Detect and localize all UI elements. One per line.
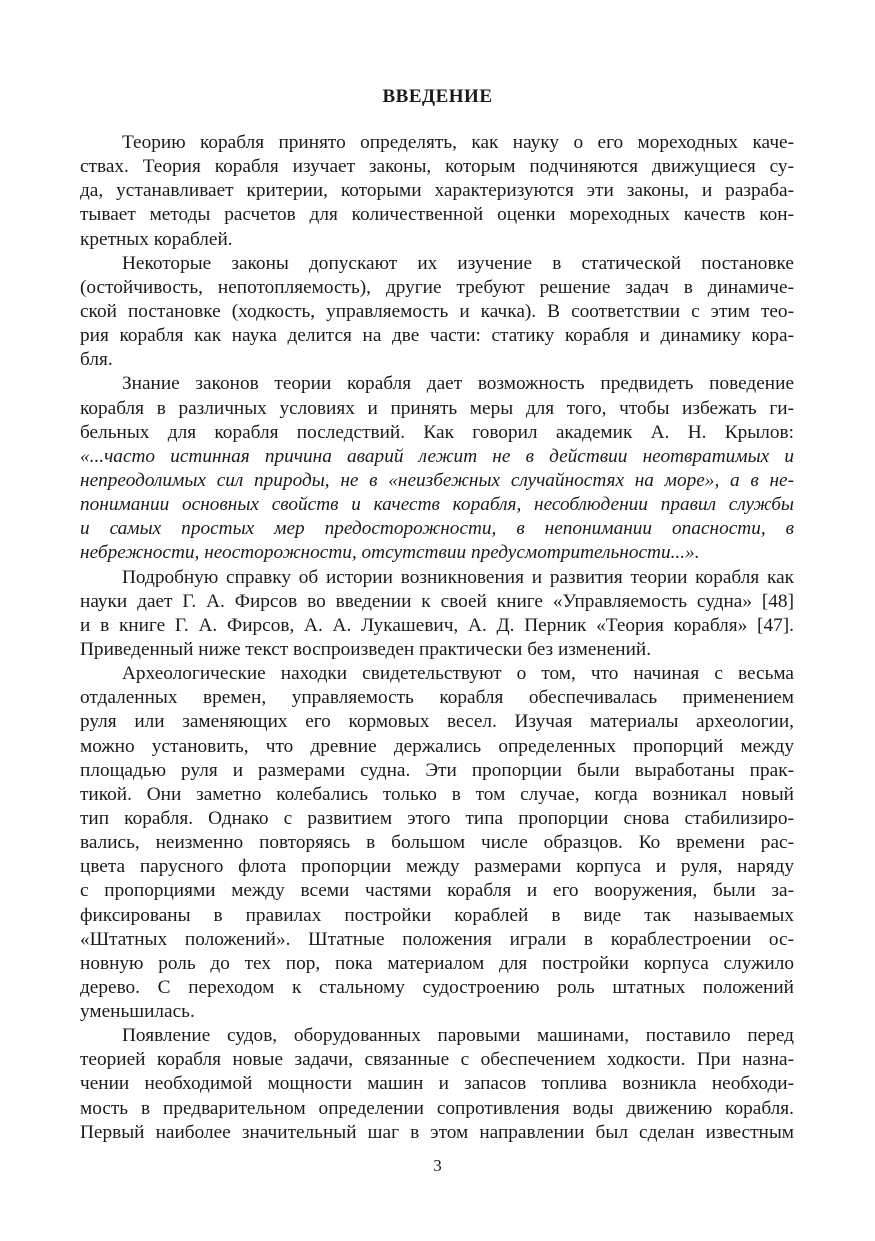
text-line: чении необходимой мощности машин и запасов топлива возникла необходи-	[80, 1073, 794, 1095]
text-line: Некоторые законы допускают их изучение в статической постановке	[122, 252, 794, 274]
text-line: науки дает Г. А. Фирсов во введении к своей книге «Управляемость судна» [48]	[80, 590, 794, 612]
text-line: тывает методы расчетов для количественной оценки мореходных качеств кон-	[80, 204, 794, 226]
text-line: уменьшилась.	[80, 1001, 195, 1023]
text-line: можно установить, что древние держались определенных пропорций между	[80, 735, 794, 757]
page-number: 3	[433, 1156, 442, 1175]
text-line: Знание законов теории корабля дает возможность предвидеть поведение	[122, 373, 794, 395]
text-line: теорией корабля новые задачи, связанные с обеспечением ходкости. При назна-	[80, 1049, 794, 1071]
text-line: ствах. Теория корабля изучает законы, которым подчиняются движущиеся су-	[80, 156, 794, 178]
text-line: Подробную справку об истории возникновения и развития теории корабля как	[122, 566, 794, 588]
text-line: рия корабля как наука делится на две части: статику корабля и динамику кора-	[80, 325, 794, 347]
text-line: кретных кораблей.	[80, 228, 233, 250]
text-line: мость в предварительном определении сопротивления воды движению корабля.	[80, 1097, 794, 1119]
text-line: Приведенный ниже текст воспроизведен практически без изменений.	[80, 638, 652, 660]
text-line: тип корабля. Однако с развитием этого типа пропорции снова стабилизиро-	[80, 807, 794, 829]
text-line: Теорию корабля принято определять, как науку о его мореходных каче-	[122, 132, 794, 153]
text-line: вались, неизменно повторяясь в большом числе образцов. Ко времени рас-	[80, 832, 794, 854]
text-line: да, устанавливает критерии, которыми характеризуются эти законы, и разраба-	[80, 180, 794, 202]
text-line: новную роль до тех пор, пока материалом для постройки корпуса служило	[80, 952, 794, 974]
text-line: ской постановке (ходкость, управляемость и качка). В соответствии с этим тео-	[80, 300, 794, 322]
text-line: корабля в различных условиях и принять меры для того, чтобы избежать ги-	[80, 397, 794, 419]
text-line: (остойчивость, непотопляемость), другие требуют решение задач в динамиче-	[80, 276, 794, 298]
quote-line: непреодолимых сил природы, не в «неизбежных случайностях на море», а в не-	[80, 469, 794, 491]
page-title: ВВЕДЕНИЕ	[382, 86, 493, 107]
text-line: Появление судов, оборудованных паровыми машинами, поставило перед	[122, 1025, 794, 1047]
text-line: с пропорциями между всеми частями корабля и его вооружения, были за-	[80, 880, 794, 902]
body-text	[80, 131, 794, 1145]
quote-line: небрежности, неосторожности, отсутствии предусмотрительности...».	[80, 542, 700, 564]
text-line: Археологические находки свидетельствуют о том, что начиная с весьма	[122, 663, 794, 685]
text-line: отдаленных времен, управляемость корабля обеспечивалась применением	[80, 687, 794, 709]
text-line: руля или заменяющих его кормовых весел. Изучая материалы археологии,	[80, 711, 794, 733]
text-line: Первый наиболее значительный шаг в этом направлении был сделан известным	[80, 1121, 794, 1143]
quote-line: и самых простых мер предосторожности, в непонимании опасности, в	[80, 518, 794, 540]
text-line: бля.	[80, 349, 113, 371]
text-line: фиксированы в правилах постройки кораблей в виде так называемых	[80, 904, 794, 926]
quote-line: «...часто истинная причина аварий лежит не в действии неотвратимых и	[80, 445, 794, 467]
text-line: бельных для корабля последствий. Как говорил академик А. Н. Крылов:	[80, 421, 794, 443]
text-line: дерево. С переходом к стальному судостроению роль штатных положений	[80, 976, 794, 998]
text-line: «Штатных положений». Штатные положения играли в кораблестроении ос-	[80, 928, 794, 950]
text-line: тикой. Они заметно колебались только в том случае, когда возникал новый	[80, 783, 794, 805]
text-line: площадью руля и размерами судна. Эти пропорции были выработаны прак-	[80, 759, 794, 781]
text-line: цвета парусного флота пропорции между размерами корпуса и руля, наряду	[80, 856, 794, 878]
text-line: и в книге Г. А. Фирсов, А. А. Лукашевич, А. Д. Перник «Теория корабля» [47].	[80, 614, 794, 636]
quote-line: понимании основных свойств и качеств корабля, несоблюдении правил службы	[80, 494, 794, 516]
